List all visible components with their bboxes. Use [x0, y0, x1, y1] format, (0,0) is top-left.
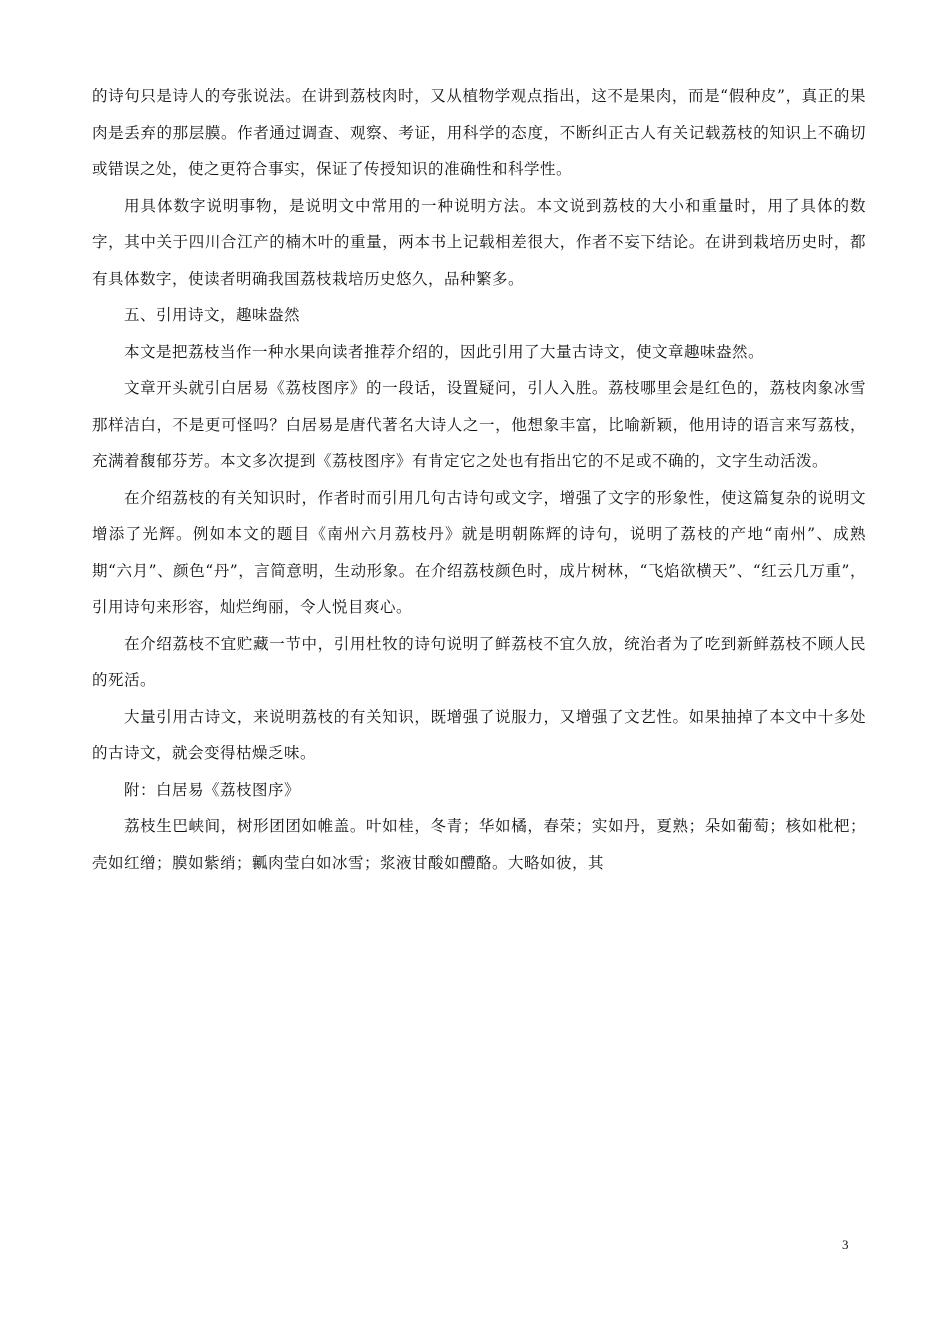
section-heading: 五、引用诗文，趣味盎然 — [124, 306, 301, 324]
paragraph: 在介绍荔枝不宜贮藏一节中，引用杜牧的诗句说明了鲜荔枝不宜久放，统治者为了吃到新鲜荔枝不顾人民的死活。 — [92, 634, 866, 689]
paragraph-numbers: 用具体数字说明事物，是说明文中常用的一种说明方法。本文说到荔枝的大小和重量时，用了具体的数字，其中关于四川合江产的楠木叶的重量，两本书上记载相差很大，作者不妄下结论。在讲到栽培历史时，都有具体数字，使读者明确我国荔枝栽培历史悠久，品种繁多。 — [92, 196, 866, 288]
paragraph: 在介绍荔枝的有关知识时，作者时而引用几句古诗句或文字，增强了文字的形象性，使这篇复杂的说明文增添了光辉。例如本文的题目《南州六月荔枝丹》就是明朝陈辉的诗句，说明了荔枝的产地“南州”、成熟期“六月”、颜色“丹”，言简意明，生动形象。在介绍荔枝颜色时，成片树林，“飞焰欲横天”、“红云几万重”，引用诗句来形容，灿烂绚丽，令人悦目爽心。 — [92, 488, 866, 616]
paragraph: 文章开头就引白居易《荔枝图序》的一段话，设置疑问，引人入胜。荔枝哪里会是红色的，荔枝肉象冰雪那样洁白，不是更可怪吗？白居易是唐代著名大诗人之一，他想象丰富，比喻新颖，他用诗的语言来写荔枝，充满着馥郁芬芳。本文多次提到《荔枝图序》有肯定它之处也有指出它的不足或不确的，文字生动活泼。 — [92, 379, 866, 470]
paragraph-continuation: 的诗句只是诗人的夸张说法。在讲到荔枝肉时，又从植物学观点指出，这不是果肉，而是“假种皮”，真正的果肉是丢弃的那层膜。作者通过调查、观察、考证，用科学的态度，不断纠正古人有关记载荔枝的知识上不确切或错误之处，使之更符合事实，保证了传授知识的准确性和科学性。 — [92, 87, 866, 178]
paragraph: 本文是把荔枝当作一种水果向读者推荐介绍的，因此引用了大量古诗文，使文章趣味盎然。 — [124, 342, 765, 361]
paragraph: 大量引用古诗文，来说明荔枝的有关知识，既增强了说服力，又增强了文艺性。如果抽掉了本文中十多处的古诗文，就会变得枯燥乏味。 — [92, 707, 866, 762]
page-number: 3 — [842, 1237, 849, 1252]
appendix-text: 荔枝生巴峡间，树形团团如帷盖。叶如桂，冬青；华如橘，春荣；实如丹，夏熟；朵如葡萄；核如枇杷；壳如红缯；膜如紫绡；瓤肉莹白如冰雪；浆液甘酸如醴酪。大略如彼，其 — [92, 817, 866, 872]
appendix-heading: 附：白居易《荔枝图序》 — [124, 780, 301, 799]
page-body — [92, 78, 866, 881]
